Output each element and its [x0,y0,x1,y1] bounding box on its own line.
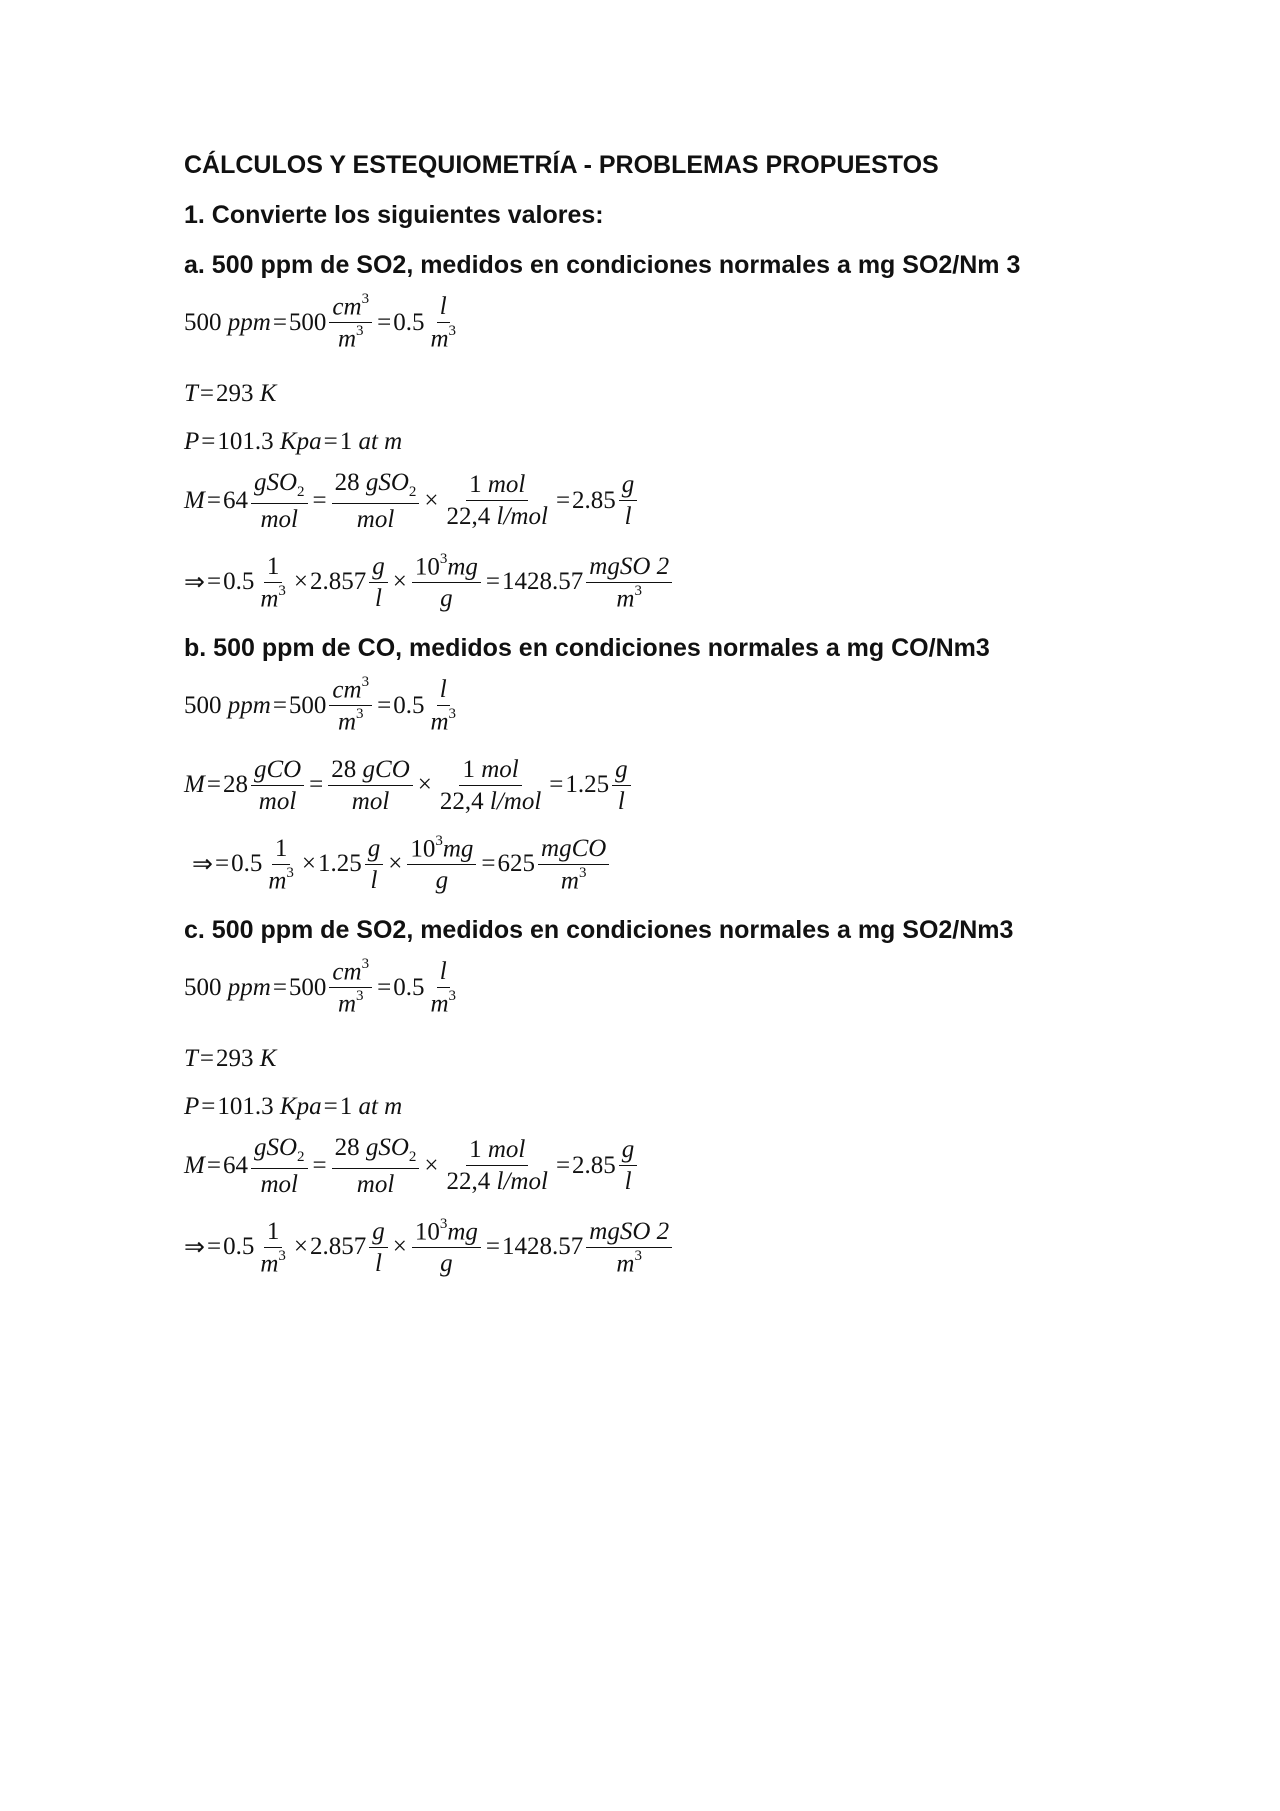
fraction: $\frac{\text{mgSO 2}}{m^3}$ [586,554,672,611]
part-a-pressure: P = 101.3 Kpa = 1 at m [184,427,403,455]
part-c-ppm-equation: 500 ppm = 500 $\frac{cm^3}{m^3}$ = 0.5 $\frac{l}{m^3}$ [184,959,1144,1017]
question-1: 1. Convierte los siguientes valores: [184,201,604,229]
fraction: $\frac{l}{m^3}$ [430,958,456,1018]
fraction: $\frac{g}{l}$ [619,1137,638,1194]
part-a-molar-mass: M = 64 $\frac{gSO_2}{\text{mol}}$ = $\frac{28 gSO_2}{\text{mol}}$ × $\frac{\text{1 mol}}{\text{22,4 l/mol}}$ = 2.85 $\frac{g}{l}$ [184,470,1144,532]
fraction: $\frac{10^3mg}{g}$ [412,554,481,611]
fraction: $\frac{g}{l}$ [612,757,631,814]
part-c-temperature: T = 293 K [184,1044,277,1072]
part-a-temperature: T = 293 K [184,379,277,407]
fraction: $\frac{28 gSO_2}{\text{mol}}$ [332,470,420,532]
fraction: $\frac{\text{mgCO}}{m^3}$ [538,836,609,893]
document-title: CÁLCULOS Y ESTEQUIOMETRÍA - PROBLEMAS PROPUESTOS [184,151,939,179]
fraction: $\frac{\text{28 gCO}}{\text{mol}}$ [328,757,412,814]
part-b-ppm-equation: 500 ppm = 500 $\frac{cm^3}{m^3}$ = 0.5 $\frac{l}{m^3}$ [184,677,1144,735]
part-b-final-result: ⇒ = 0.5 $\frac{1}{m^3}$ × 1.25 $\frac{g}{l}$ × $\frac{10^3mg}{g}$ = 625 $\frac{\text{mgCO}}{m^3}$ [184,836,1144,893]
fraction: $\frac{g}{l}$ [369,1219,388,1276]
fraction: $\frac{10^3mg}{g}$ [407,836,476,893]
fraction: $\frac{\text{1 mol}}{\text{22,4 l/mol}}$ [439,755,542,815]
fraction: $\frac{gSO_2}{\text{mol}}$ [251,1135,308,1197]
fraction: $\frac{g}{l}$ [365,836,384,893]
fraction: $\frac{cm^3}{m^3}$ [329,294,372,352]
fraction: $\frac{cm^3}{m^3}$ [329,677,372,735]
part-b-molar-mass: M = 28 $\frac{\text{gCO}}{\text{mol}}$ = $\frac{\text{28 gCO}}{\text{mol}}$ × $\frac{\text{1 mol}}{\text{22,4 l/mol}}$ = 1.25 $\frac{g}{l}$ [184,757,1144,814]
fraction: $\frac{28 gSO_2}{\text{mol}}$ [332,1135,420,1197]
fraction: $\frac{\text{gCO}}{\text{mol}}$ [251,757,304,814]
fraction: $\frac{l}{m^3}$ [430,676,456,736]
part-c-molar-mass: M = 64 $\frac{gSO_2}{\text{mol}}$ = $\frac{28 gSO_2}{\text{mol}}$ × $\frac{\text{1 mol}}{\text{22,4 l/mol}}$ = 2.85 $\frac{g}{l}$ [184,1135,1144,1197]
part-a-heading: a. 500 ppm de SO2, medidos en condiciones normales a mg SO2/Nm 3 [184,251,1021,279]
fraction: $\frac{g}{l}$ [369,554,388,611]
fraction: $\frac{\text{mgSO 2}}{m^3}$ [586,1219,672,1276]
fraction: $\frac{\text{1 mol}}{\text{22,4 l/mol}}$ [446,471,548,531]
part-a-ppm-equation: 500 ppm = 500 $\frac{cm^3}{m^3}$ = 0.5 $\frac{l}{m^3}$ [184,294,1144,352]
part-b-heading: b. 500 ppm de CO, medidos en condiciones normales a mg CO/Nm3 [184,633,990,662]
fraction: $\frac{gSO_2}{\text{mol}}$ [251,470,308,532]
fraction: $\frac{l}{m^3}$ [430,293,456,353]
fraction: $\frac{g}{l}$ [619,472,638,529]
part-a-final-result: ⇒ = 0.5 $\frac{1}{m^3}$ × 2.857 $\frac{g}{l}$ × $\frac{10^3mg}{g}$ = 1428.57 $\frac{\text{mgSO 2}}{m^3}$ [184,554,1144,611]
fraction: $\frac{10^3mg}{g}$ [412,1219,481,1276]
part-c-pressure: P = 101.3 Kpa = 1 at m [184,1092,403,1120]
part-c-heading: c. 500 ppm de SO2, medidos en condiciones normales a mg SO2/Nm3 [184,915,1014,944]
fraction: $\frac{1}{m^3}$ [260,552,286,612]
part-c-final-result: ⇒ = 0.5 $\frac{1}{m^3}$ × 2.857 $\frac{g}{l}$ × $\frac{10^3mg}{g}$ = 1428.57 $\frac{\text{mgSO 2}}{m^3}$ [184,1219,1144,1276]
fraction: $\frac{1}{m^3}$ [260,1217,286,1277]
fraction: $\frac{cm^3}{m^3}$ [329,959,372,1017]
fraction: $\frac{\text{1 mol}}{\text{22,4 l/mol}}$ [446,1136,548,1196]
fraction: $\frac{1}{m^3}$ [268,834,294,894]
document-page [184,150,1144,1298]
